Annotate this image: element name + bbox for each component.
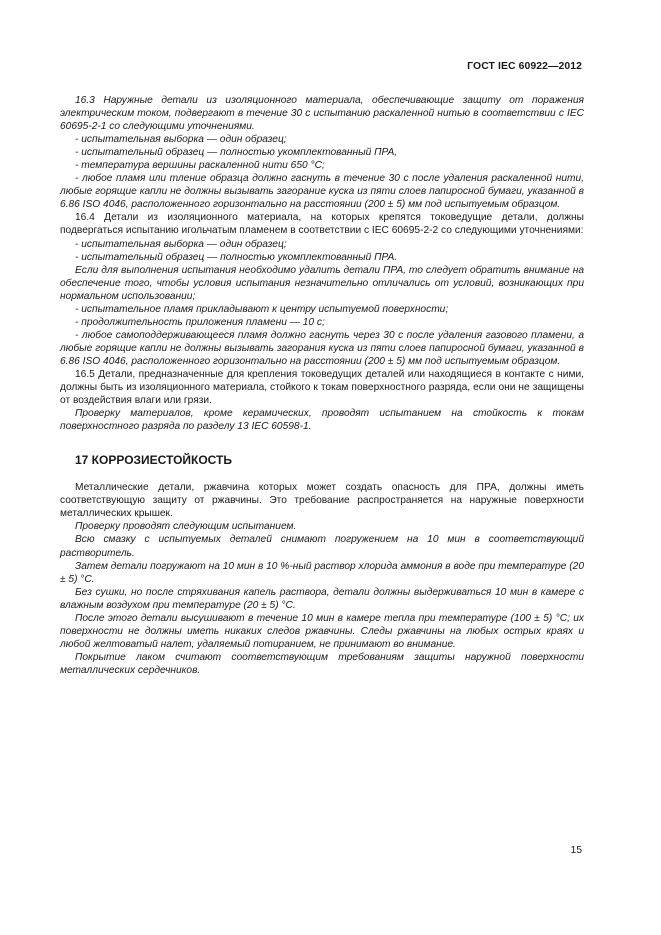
section-paragraph: Металлические детали, ржавчина которых может создать опасность для ПРА, должны иметь соответствующую защиту от ржавчины. Это требование распространяется на наружные поверхности металлических крышек. — [60, 482, 584, 520]
page-number: 15 — [570, 845, 582, 856]
section-paragraph: После этого детали высушивают в течение 10 мин в камере тепла при температуре (100 ± 5) °С; их поверхности не должны иметь никаких следов ржавчины. Следы ржавчины на любых острых краях и любой желтоватый налет, удаляемый потиранием, не принимают во внимание. — [60, 612, 584, 650]
list-item: - испытательный образец — полностью укомплектованный ПРА. — [75, 251, 398, 263]
list-item: - испытательный образец — полностью укомплектованный ПРА, — [75, 147, 398, 159]
document-header: ГОСТ IEC 60922—2012 — [467, 61, 582, 72]
section-paragraph: Всю смазку с испытуемых деталей снимают погружением на 10 мин в соответствующий растворитель. — [60, 534, 584, 559]
list-item: - любое пламя или тление образца должно гаснуть в течение 30 с после удаления раскаленной нити, любые горящие капли не должны вызывать загорание куска из пяти слоев папиросной бумаги, указанной в 6.86 ISO 4046, расположенного горизонтально на расстоянии (200 ± 5) мм под испытуемым образцом. — [60, 173, 584, 211]
section-paragraph: Затем детали погружают на 10 мин в 10 %-ный раствор хлорида аммония в воде при температуре (20 ± 5) °С. — [60, 560, 584, 585]
list-item: - любое самоподдерживающееся пламя должно гаснуть через 30 с после удаления газового пламени, а любые горящие капли не должны вызывать загорания куска из пяти слоев папиросной бумаги, указанной в 6.86 ISO 4046, расположенного горизонтально на расстоянии (200 ± 5) мм под испытуемым образцом. — [60, 329, 584, 367]
section-paragraph: Без сушки, но после стряхивания капель раствора, детали должны выдерживаться 10 мин в камере с влажным воздухом при температуре (20 ± 5) °С. — [60, 586, 584, 611]
clause-16-3: 16.3 Наружные детали из изоляционного материала, обеспечивающие защиту от поражения электрическим током, подвергают в течение 30 с испытанию раскаленной нитью в соответствии с IEC 60695-2-1 со следующими уточнениями. — [60, 95, 584, 133]
clause-16-5: 16.5 Детали, предназначенные для крепления токоведущих деталей или находящиеся в контакте с ними, должны быть из изоляционного материала, стойкого к токам поверхностного разряда, если они не защищены от воздействия влаги или грязи. — [60, 368, 584, 407]
section-paragraph: Проверку проводят следующим испытанием. — [75, 521, 297, 533]
list-item: - температура вершины раскаленной нити 650 °С; — [75, 160, 325, 172]
test-paragraph: Проверку материалов, кроме керамических, проводят испытанием на стойкость к токам поверхностного разряда по разделу 13 IEC 60598-1. — [60, 408, 584, 433]
clause-16-4: 16.4 Детали из изоляционного материала, на которых крепятся токоведущие детали, должны подвергаться испытанию игольчатым пламенем в соответствии с IEC 60695-2-2 со следующими уточнениями: — [60, 212, 584, 237]
document-body — [60, 94, 584, 677]
section-heading: 17 КОРРОЗИЕСТОЙКОСТЬ — [75, 453, 233, 468]
list-item: - продолжительность приложения пламени — 10 с; — [75, 316, 325, 328]
section-paragraph: Покрытие лаком считают соответствующим требованиям защиты наружной поверхности металлических сердечников. — [60, 651, 584, 676]
note-paragraph: Если для выполнения испытания необходимо удалить детали ПРА, то следует обратить внимание на обеспечение того, чтобы условия испытания незначительно отличались от условий, возникающих при нормальном использовании; — [60, 264, 584, 302]
list-item: - испытательная выборка — один образец; — [75, 238, 287, 250]
list-item: - испытательная выборка — один образец; — [75, 134, 287, 146]
list-item: - испытательное пламя прикладывают к центру испытуемой поверхности; — [75, 303, 449, 315]
